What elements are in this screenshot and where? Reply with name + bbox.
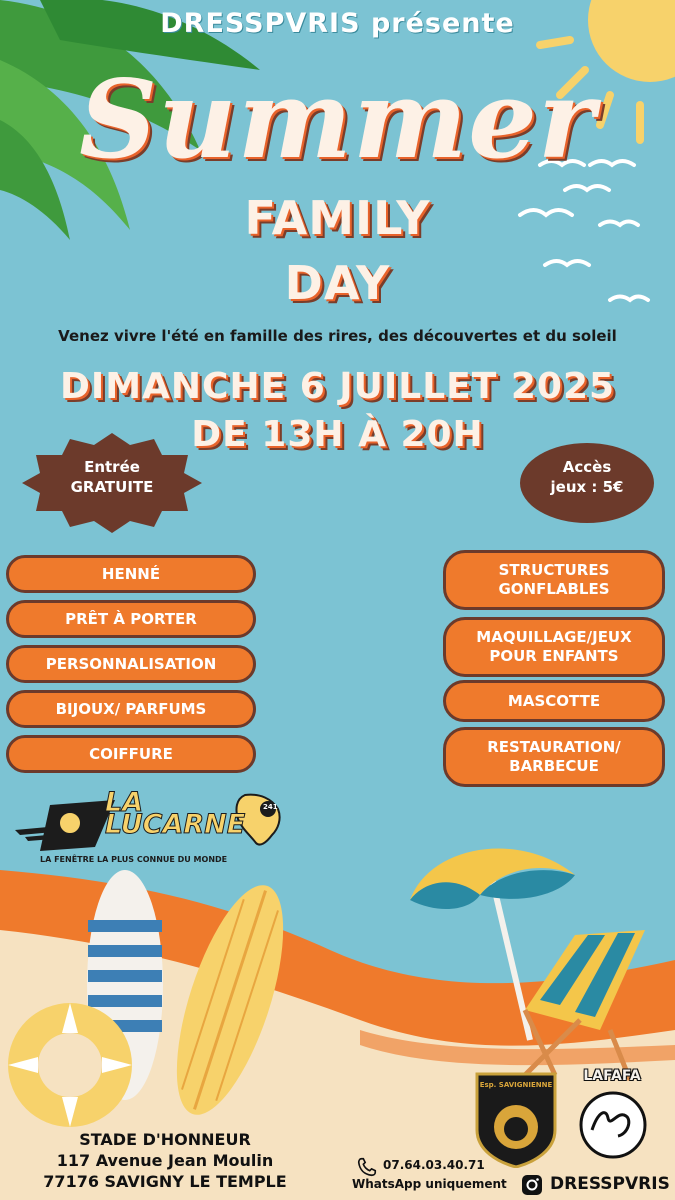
activity-label: GONFLABLES xyxy=(498,580,610,598)
instagram-icon xyxy=(520,1173,544,1197)
instagram-handle: DRESSPVRIS xyxy=(550,1174,670,1194)
games-badge-line2: jeux : 5€ xyxy=(550,477,624,496)
esp-savignienne-text: Esp. SAVIGNIENNE xyxy=(479,1081,553,1089)
activity-label: BARBECUE xyxy=(509,757,599,775)
day-title: DAY xyxy=(284,256,391,310)
activity-label: COIFFURE xyxy=(89,744,173,763)
lucarne-logo-number: 241 xyxy=(263,803,278,811)
lifebuoy-icon xyxy=(8,1003,132,1127)
lucarne-logo-line1: LA xyxy=(105,787,144,818)
activity-maquillage-jeux xyxy=(443,617,665,677)
activity-coiffure xyxy=(6,735,256,773)
entry-badge xyxy=(22,458,202,497)
event-address xyxy=(15,1130,315,1192)
activity-bijoux-parfums xyxy=(6,690,256,728)
hs-circle-logo xyxy=(578,1090,648,1160)
entry-badge-line1: Entrée xyxy=(84,458,140,476)
activity-mascotte xyxy=(443,680,665,722)
sponsor-la-lucarne-logo xyxy=(10,785,290,870)
summer-title: Summer xyxy=(79,57,596,183)
activity-personnalisation xyxy=(6,645,256,683)
activity-label: MASCOTTE xyxy=(507,691,601,710)
event-date: DIMANCHE 6 JUILLET 2025 xyxy=(59,366,616,407)
activity-henne xyxy=(6,555,256,593)
activity-label: BIJOUX/ PARFUMS xyxy=(55,699,207,718)
contact-note: WhatsApp uniquement xyxy=(352,1177,507,1191)
activity-label: PRÊT À PORTER xyxy=(65,609,197,628)
activity-label: RESTAURATION/ xyxy=(487,738,621,757)
activity-label: HENNÉ xyxy=(101,564,161,583)
esp-savignienne-logo xyxy=(475,1072,557,1168)
lucarne-logo-line2: LUCARNE xyxy=(105,809,246,840)
address-city: 77176 SAVIGNY LE TEMPLE xyxy=(43,1171,287,1191)
games-badge-line1: Accès xyxy=(562,458,612,476)
lucarne-slogan: LA FENÊTRE LA PLUS CONNUE DU MONDE xyxy=(40,855,228,864)
family-title: FAMILY xyxy=(244,191,431,245)
phone-icon xyxy=(356,1156,378,1178)
activity-label: MAQUILLAGE/JEUX xyxy=(476,628,632,647)
activity-pret-a-porter xyxy=(6,600,256,638)
presenter-line: DRESSPVRIS présente xyxy=(160,8,515,39)
address-venue: STADE D'HONNEUR xyxy=(79,1130,251,1149)
address-street: 117 Avenue Jean Moulin xyxy=(56,1150,274,1170)
activity-structures-gonflables xyxy=(443,550,665,610)
games-badge xyxy=(520,458,654,497)
event-hours: DE 13H À 20H xyxy=(191,414,484,455)
activity-label: STRUCTURES xyxy=(498,561,610,580)
activity-label: PERSONNALISATION xyxy=(45,654,217,673)
contact-phone: 07.64.03.40.71 xyxy=(383,1158,485,1172)
activity-label: POUR ENFANTS xyxy=(489,647,619,665)
entry-badge-line2: GRATUITE xyxy=(70,477,154,496)
activity-restauration-barbecue xyxy=(443,727,665,787)
tagline: Venez vivre l'été en famille des rires, des découvertes et du soleil xyxy=(58,327,617,345)
lafafa-logo-text: LAFAFA xyxy=(583,1068,641,1084)
